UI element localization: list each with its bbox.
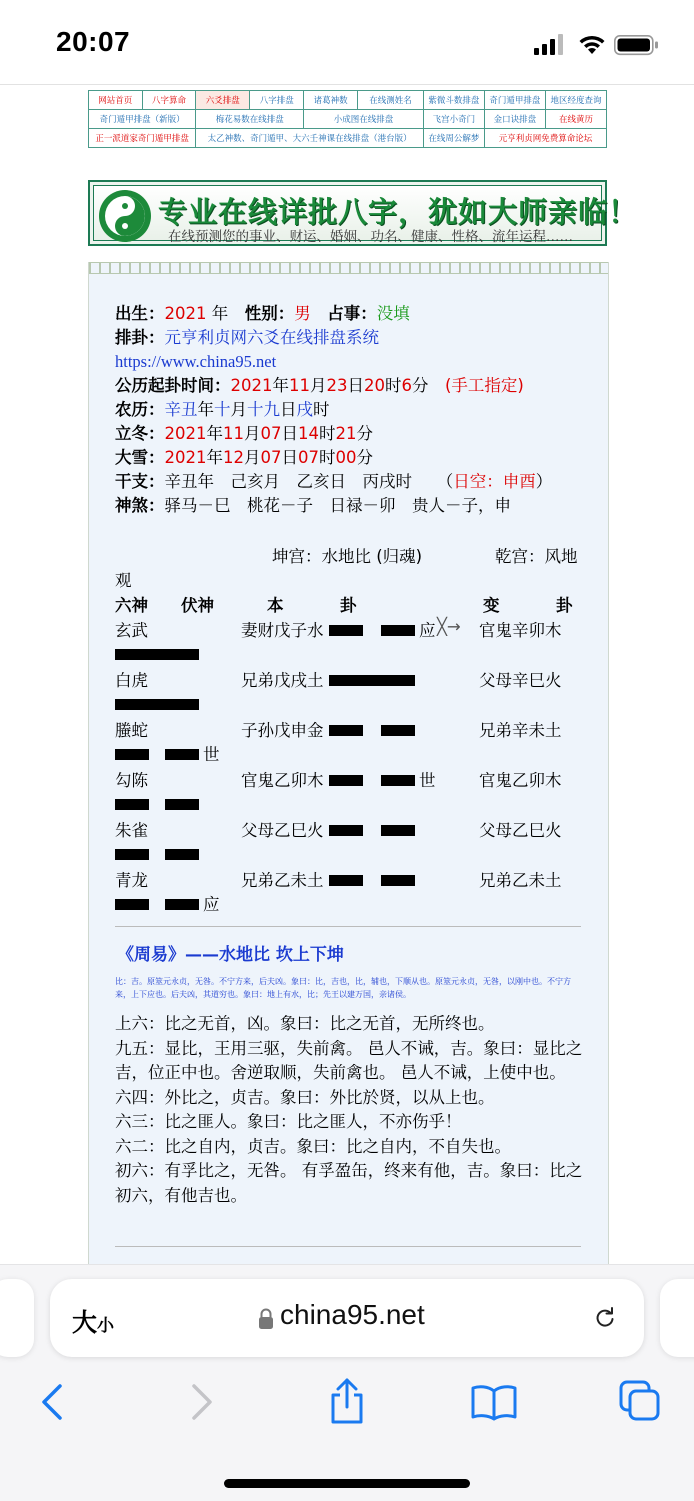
- yin-line-right: [381, 875, 415, 886]
- yao-text: 六二：比之自内，贞吉。象曰：比之自内，不自失也。: [115, 1136, 511, 1156]
- shi-mark: 世: [419, 771, 436, 790]
- liushen-label: 青龙: [115, 871, 148, 890]
- bian-yin-left: [115, 749, 149, 760]
- qian-palace-wrap: 观: [115, 571, 132, 590]
- ben-gua-yao: 官鬼乙卯木: [241, 771, 324, 790]
- info-solar-line: 公历起卦时间：2021年11月23日20时6分 (手工指定): [115, 376, 524, 395]
- yin-line-left: [329, 625, 363, 636]
- col-bian: 变: [483, 596, 500, 615]
- tabs-icon[interactable]: [618, 1379, 662, 1423]
- nav-link[interactable]: 小成图在线排盘: [304, 110, 424, 129]
- info-shensha-line: 神煞：驿马－巳 桃花－子 日禄－卯 贵人－子，申: [115, 496, 511, 515]
- yao-text: 初六：有孚比之，无咎。 有孚盈缶，终来有他，吉。象曰：比之初六，有他吉也。: [115, 1161, 583, 1205]
- info-ganzhi-line: 干支：辛丑年 己亥月 乙亥日 丙戌时 （日空：申酉）: [115, 472, 553, 491]
- col-gua: 卦: [340, 596, 357, 615]
- nav-link[interactable]: 地区经度查询: [545, 91, 606, 110]
- info-lidong-line: 立冬：2021年11月07日14时21分: [115, 424, 373, 443]
- banner-inner: [93, 185, 639, 245]
- liushen-label: 勾陈: [115, 771, 148, 790]
- nav-link[interactable]: 紫微斗数排盘: [423, 91, 484, 110]
- ad-banner[interactable]: [88, 180, 639, 246]
- shi-mark: 世: [203, 745, 220, 764]
- yao-row: [115, 867, 595, 917]
- bian-gua-yao: 兄弟辛未土: [479, 721, 562, 740]
- bian-gua-yao: 兄弟乙未土: [479, 871, 562, 890]
- home-indicator[interactable]: [224, 1479, 470, 1488]
- site-url-link[interactable]: https://www.china95.net: [115, 352, 277, 371]
- nav-row-2: [89, 110, 607, 129]
- result-panel: [88, 262, 609, 1264]
- bian-yin-right: [165, 749, 199, 760]
- divider: [115, 926, 581, 927]
- nav-link[interactable]: 在线测姓名: [358, 91, 424, 110]
- banner-title: 专业在线详批八字，犹如大师亲临！: [158, 195, 639, 229]
- ying-mark: 应: [419, 621, 436, 640]
- bian-gua-yao: 官鬼乙卯木: [479, 771, 562, 790]
- nav-link[interactable]: 正一派道家奇门遁甲排盘: [89, 129, 196, 148]
- yao-text-list: [115, 1012, 585, 1208]
- nav-link[interactable]: 太乙神数、奇门遁甲、大六壬神课在线排盘（港台版）: [196, 129, 424, 148]
- ben-gua-yao: 子孙戊申金: [241, 721, 324, 740]
- bian-yin-left: [115, 899, 149, 910]
- status-bar: [0, 0, 694, 85]
- next-tab-preview[interactable]: [660, 1279, 694, 1357]
- share-icon[interactable]: [328, 1377, 366, 1425]
- yin-line-right: [381, 625, 415, 636]
- ben-gua-yao: 妻财戊子水: [241, 621, 324, 640]
- nav-link[interactable]: 八字排盘: [250, 91, 304, 110]
- ben-gua-yao: 父母乙巳火: [241, 821, 324, 840]
- nav-link[interactable]: 梅花易数在线排盘: [196, 110, 304, 129]
- col-ben: 本: [267, 596, 284, 615]
- yin-line-left: [329, 775, 363, 786]
- qian-palace-label: 乾宫：风地: [495, 547, 578, 566]
- yao-row: [115, 717, 595, 767]
- bian-yin-left: [115, 799, 149, 810]
- bian-gua-yao: 父母乙巳火: [479, 821, 562, 840]
- liushen-label: 玄武: [115, 621, 148, 640]
- nav-row-1: [89, 91, 607, 110]
- yao-row: [115, 817, 595, 867]
- yao-row: [115, 617, 595, 667]
- nav-link[interactable]: 诸葛神数: [304, 91, 358, 110]
- yao-row: [115, 767, 595, 817]
- bookmarks-icon[interactable]: [470, 1383, 518, 1421]
- col-fushen: 伏神: [181, 596, 214, 615]
- yin-line-left: [329, 875, 363, 886]
- liushen-label: 螣蛇: [115, 721, 148, 740]
- bian-gua-yao: 官鬼辛卯木: [479, 621, 562, 640]
- info-daxue-line: 大雪：2021年12月07日07时00分: [115, 448, 373, 467]
- yao-text: 上六：比之无首，凶。象曰：比之无首，无所终也。: [115, 1014, 495, 1033]
- yao-text: 六三：比之匪人。象曰：比之匪人，不亦伤乎！: [115, 1112, 462, 1131]
- nav-link[interactable]: 六爻排盘: [196, 91, 250, 110]
- ben-gua-yao: 兄弟乙未土: [241, 871, 324, 890]
- forward-icon[interactable]: [188, 1383, 216, 1421]
- yin-line-left: [329, 825, 363, 836]
- browser-toolbar: [0, 1264, 694, 1501]
- nav-link[interactable]: 元亨利贞网免费算命论坛: [484, 129, 606, 148]
- ben-gua-yao: 兄弟戊戌土: [241, 671, 324, 690]
- bian-yin-right: [165, 849, 199, 860]
- bian-yang-line: [115, 649, 199, 660]
- bian-yin-left: [115, 849, 149, 860]
- status-time: 20:07: [56, 26, 131, 57]
- info-lunar-line: 农历：辛丑年十月十九日戌时: [115, 400, 330, 419]
- text-size-button[interactable]: 大小: [72, 1308, 115, 1337]
- divider: [115, 1246, 581, 1247]
- liushen-label: 朱雀: [115, 821, 148, 840]
- kun-palace-label: 坤宫：水地比 (归魂): [272, 547, 423, 566]
- signal-icon: [534, 34, 563, 55]
- site-nav-table: [88, 90, 607, 148]
- bian-yin-right: [165, 799, 199, 810]
- nav-link[interactable]: 飞宫小奇门: [423, 110, 484, 129]
- yin-yang-icon: [99, 190, 151, 242]
- yang-line: [329, 675, 415, 686]
- url-text: china95.net: [280, 1299, 425, 1330]
- info-paigua-line: 排卦：元亨利贞网六爻在线排盘系统: [115, 328, 379, 347]
- web-content[interactable]: [0, 84, 694, 1264]
- nav-link[interactable]: 网站首页: [89, 91, 143, 110]
- yin-line-right: [381, 725, 415, 736]
- nav-link[interactable]: 奇门遁甲排盘: [484, 91, 545, 110]
- col-liushen: 六神: [115, 596, 148, 615]
- nav-link[interactable]: 金口诀排盘: [484, 110, 545, 129]
- zhouyi-guaci: 比：吉。原筮元永贞，无咎。不宁方来，后夫凶。象曰：比，吉也，比，辅也，下顺从也。原筮元永贞，无咎，以刚中也。不宁方来，上下应也。后夫凶，其道穷也。象曰：地上有水，比；先王以建万国，亲诸侯。: [115, 977, 571, 999]
- wifi-icon: [580, 36, 605, 54]
- nav-row-3: [89, 129, 607, 148]
- bian-gua-yao: 父母辛巳火: [479, 671, 562, 690]
- nav-link[interactable]: 在线周公解梦: [423, 129, 484, 148]
- status-icons: [534, 33, 660, 57]
- yao-row: [115, 667, 595, 717]
- moving-mark: ╳→: [437, 617, 461, 636]
- previous-tab-preview[interactable]: [0, 1279, 34, 1357]
- lock-icon: [258, 1308, 274, 1330]
- yao-text: 六四：外比之，贞吉。象曰：外比於贤，以从上也。: [115, 1087, 495, 1107]
- back-icon[interactable]: [38, 1383, 66, 1421]
- reload-icon[interactable]: [594, 1307, 616, 1329]
- nav-link[interactable]: 奇门遁甲排盘（新版）: [89, 110, 196, 129]
- nav-link[interactable]: 在线黄历: [545, 110, 606, 129]
- nav-link[interactable]: 八字算命: [142, 91, 196, 110]
- yin-line-left: [329, 725, 363, 736]
- banner-subtitle: 在线预测您的事业、财运、婚姻、功名、健康、性格、流年运程……: [168, 229, 573, 245]
- address-bar[interactable]: [50, 1279, 644, 1357]
- yin-line-right: [381, 775, 415, 786]
- col-gua-2: 卦: [556, 596, 573, 615]
- decorative-border: [89, 262, 608, 274]
- liushen-label: 白虎: [115, 671, 148, 690]
- bian-yin-right: [165, 899, 199, 910]
- yao-text: 九五：显比，王用三驱，失前禽。 邑人不诫，吉。象曰：显比之吉，位正中也。舍逆取顺，失前禽也。 邑人不诫，上使中也。: [115, 1038, 583, 1082]
- bian-yang-line: [115, 699, 199, 710]
- info-birth-line: 出生：2021 年 性别：男 占事：没填: [115, 304, 410, 323]
- ying-mark: 应: [203, 895, 220, 914]
- battery-icon: [615, 36, 658, 55]
- zhouyi-title: 《周易》——水地比 坎上下坤: [117, 945, 344, 965]
- yin-line-right: [381, 825, 415, 836]
